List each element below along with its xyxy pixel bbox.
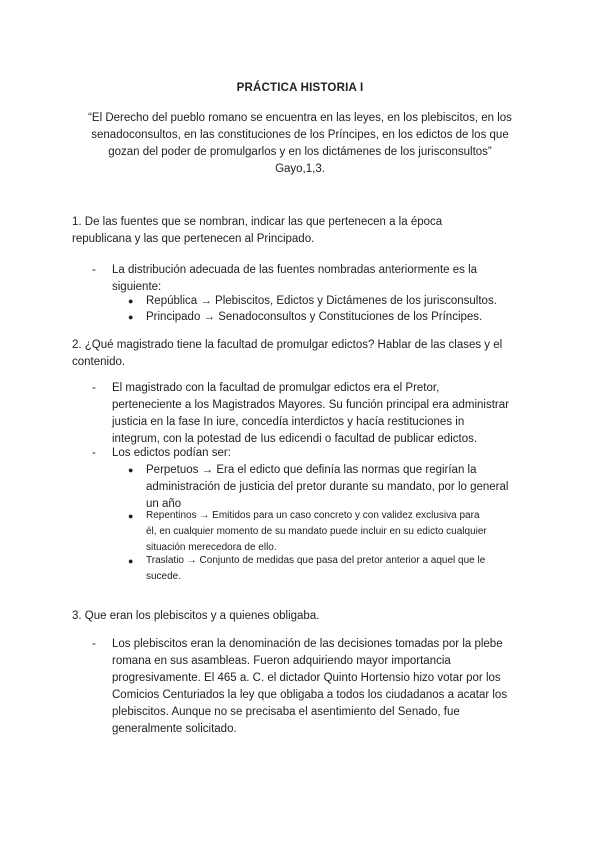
question-3 [72,608,542,625]
answer-line: generalmente solicitado. [112,723,237,735]
bullet-text: Principado → Senadoconsultos y Constituciones de los Príncipes. [146,311,483,323]
bullet-line: Perpetuos → Era el edicto que definía las normas que regirían la [146,464,477,476]
answer-line: plebiscitos. Aunque no se precisaba el asentimiento del Senado, fue [112,706,460,718]
answer-line: justicia en la fase In iure, concedía interdictos y hacía restituciones in [112,416,465,428]
answer-line: perteneciente a los Magistrados Mayores. Su función principal era administrar [112,399,509,411]
bullet-icon: ● [128,296,134,306]
quote-line: gozan del poder de promulgarlos y en los dictámenes de los jurisconsultos” [108,146,492,158]
answer-line: Los edictos podían ser: [112,447,231,459]
bullet-icon: ● [128,312,134,322]
dash-marker: - [92,447,96,459]
answer-line: Comicios Centuriados la ley que obligaba a todos los ciudadanos a acatar los [112,689,508,701]
answer-line: siguiente: [112,281,162,293]
bullet-line: administración de justicia del pretor durante su mandato, por lo general [146,481,509,493]
question-2 [72,337,542,371]
bullet-line: un año [146,498,182,510]
epigraph-quote [60,110,540,178]
quote-citation: Gayo,1,3. [275,163,325,175]
bullet-text: República → Plebiscitos, Edictos y Dictámenes de los jurisconsultos. [146,295,497,307]
bullet-icon: ● [128,556,134,566]
question-line: republicana y las que pertenecen al Principado. [72,233,315,245]
answer-line: La distribución adecuada de las fuentes nombradas anteriormente es la [112,264,478,276]
quote-line: “El Derecho del pueblo romano se encuentra en las leyes, en los plebiscitos, en los [88,112,512,124]
dash-marker: - [92,638,96,650]
answer-line: Los plebiscitos eran la denominación de las decisiones tomadas por la plebe [112,638,503,650]
question-line: 3. Que eran los plebiscitos y a quienes obligaba. [72,610,320,622]
question-1 [72,214,542,248]
page-title: PRÁCTICA HISTORIA I [236,82,364,94]
question-line: contenido. [72,356,126,368]
dash-marker: - [92,382,96,394]
answer-line: El magistrado con la facultad de promulgar edictos era el Pretor, [112,382,440,394]
answer-line: progresivamente. El 465 a. C. el dictador Quinto Hortensio hizo votar por los [112,672,501,684]
question-line: 1. De las fuentes que se nombran, indicar las que pertenecen a la época [72,216,443,228]
bullet-line: él, en cualquier momento de su mandato puede incluir en su edicto cualquier [146,526,487,537]
dash-marker: - [92,264,96,276]
quote-line: senadoconsultos, en las constituciones de los Príncipes, en los edictos de los que [91,129,509,141]
bullet-icon: ● [128,511,134,521]
bullet-line: sucede. [146,571,182,582]
bullet-icon: ● [128,465,134,475]
answer-line: romana en sus asambleas. Fueron adquiriendo mayor importancia [112,655,451,667]
bullet-line: situación merecedora de ello. [146,542,277,553]
question-line: 2. ¿Qué magistrado tiene la facultad de promulgar edictos? Hablar de las clases y el [72,339,503,351]
bullet-line: Repentinos → Emitidos para un caso concreto y con validez exclusiva para [146,510,480,521]
answer-line: integrum, con la potestad de Ius edicendi o facultad de publicar edictos. [112,433,478,445]
bullet-line: Traslatio → Conjunto de medidas que pasa del pretor anterior a aquel que le [146,555,486,566]
